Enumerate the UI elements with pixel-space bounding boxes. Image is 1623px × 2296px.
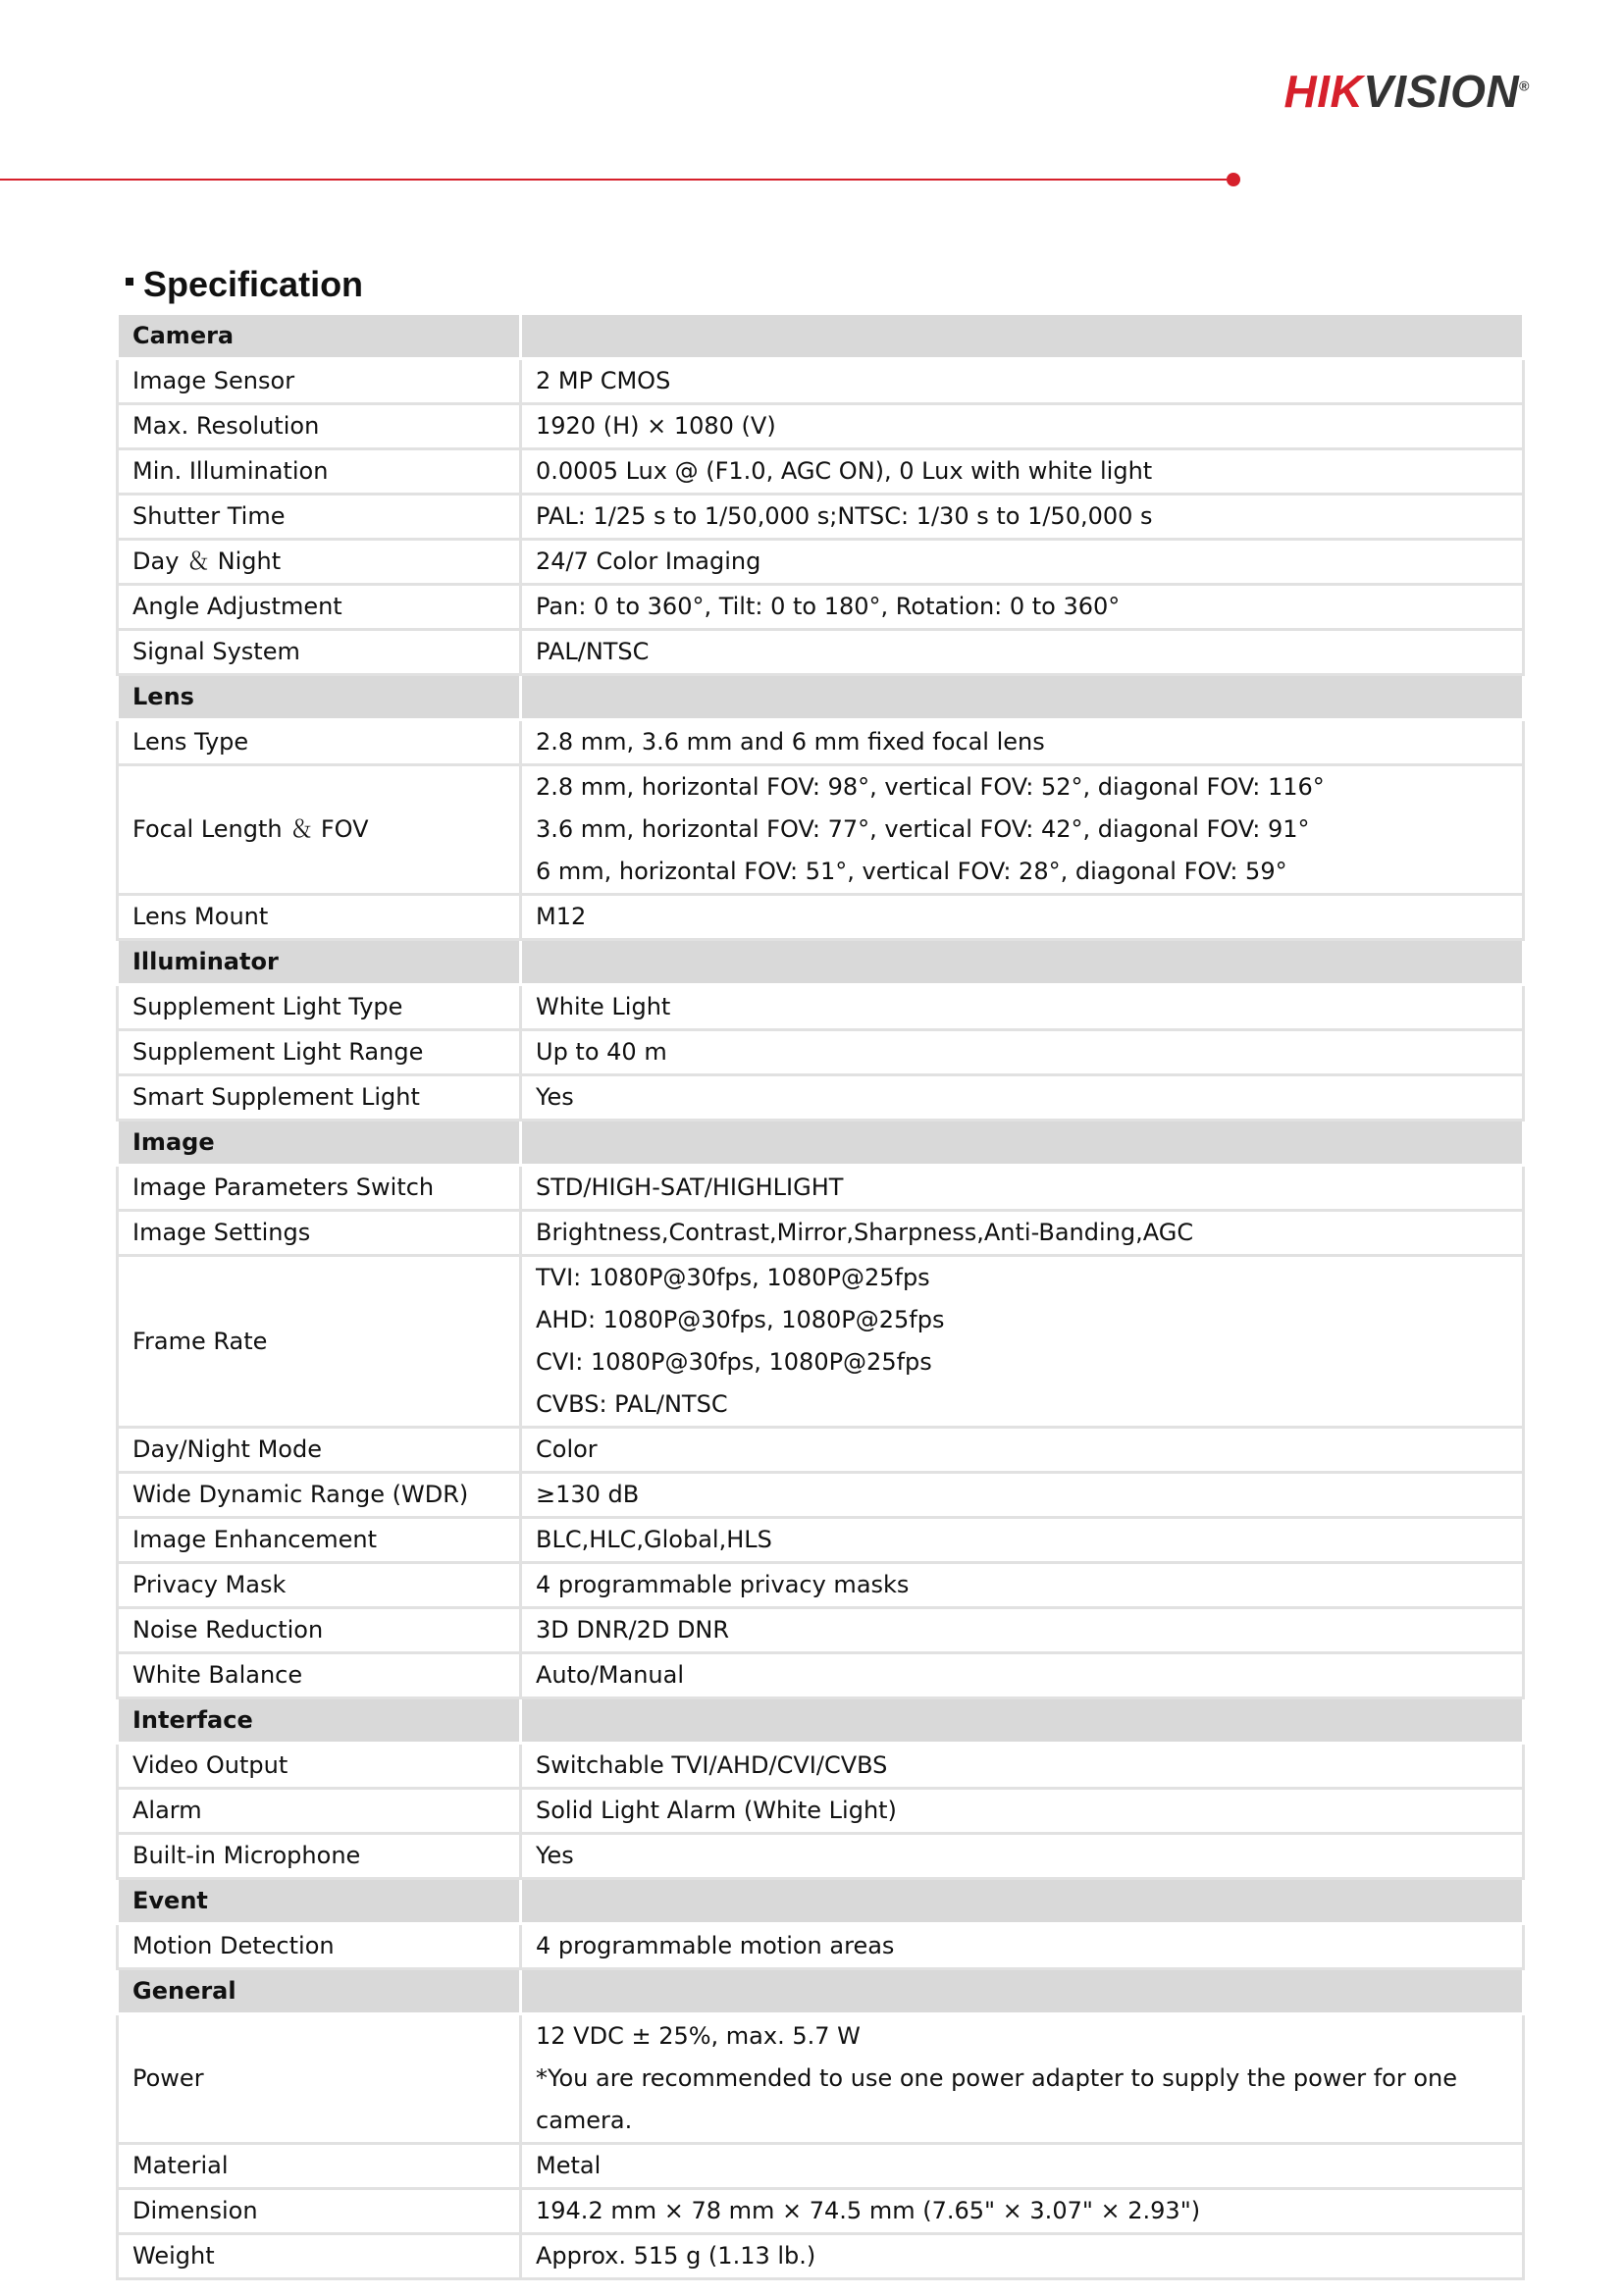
section-title: Camera	[118, 314, 521, 359]
spec-label: Noise Reduction	[118, 1608, 521, 1653]
spec-value-line: Yes	[536, 1083, 574, 1111]
spec-value-line: Color	[536, 1435, 598, 1463]
spec-row	[118, 1166, 1524, 1211]
spec-value-line: BLC,HLC,Global,HLS	[536, 1526, 772, 1553]
spec-label: Day/Night Mode	[118, 1428, 521, 1473]
spec-value-line: White Light	[536, 993, 671, 1020]
spec-label: Built-in Microphone	[118, 1834, 521, 1879]
spec-value	[521, 2144, 1524, 2189]
section-header-row	[118, 1969, 1524, 2014]
spec-label: Signal System	[118, 630, 521, 675]
spec-row	[118, 895, 1524, 940]
spec-row	[118, 495, 1524, 540]
spec-value	[521, 540, 1524, 585]
spec-label: Max. Resolution	[118, 404, 521, 449]
hikvision-logo	[1283, 66, 1531, 117]
spec-value-line: 24/7 Color Imaging	[536, 548, 761, 575]
spec-value	[521, 630, 1524, 675]
spec-value-line: camera.	[536, 2107, 633, 2134]
spec-label: Image Settings	[118, 1211, 521, 1256]
spec-label: White Balance	[118, 1653, 521, 1698]
spec-value	[521, 1473, 1524, 1518]
spec-value-line: 6 mm, horizontal FOV: 51°, vertical FOV: 28°, diagonal FOV: 59°	[536, 858, 1287, 885]
spec-value	[521, 449, 1524, 495]
spec-label: Video Output	[118, 1744, 521, 1789]
spec-row	[118, 2014, 1524, 2144]
spec-value	[521, 765, 1524, 895]
spec-label: Privacy Mask	[118, 1563, 521, 1608]
spec-label: Lens Type	[118, 720, 521, 765]
spec-value-line: TVI: 1080P@30fps, 1080P@25fps	[536, 1264, 930, 1291]
spec-label: Wide Dynamic Range (WDR)	[118, 1473, 521, 1518]
spec-label: Focal Length ＆ FOV	[118, 765, 521, 895]
spec-label: Angle Adjustment	[118, 585, 521, 630]
spec-label: Shutter Time	[118, 495, 521, 540]
spec-value-line: CVI: 1080P@30fps, 1080P@25fps	[536, 1348, 932, 1376]
spec-value	[521, 1075, 1524, 1121]
specification-table	[116, 312, 1525, 2280]
spec-value	[521, 1653, 1524, 1698]
logo-part2: VISION	[1363, 66, 1520, 117]
spec-value	[521, 2234, 1524, 2279]
spec-row	[118, 985, 1524, 1030]
spec-value-line: 1920 (H) × 1080 (V)	[536, 412, 776, 440]
spec-row	[118, 1653, 1524, 1698]
spec-label: Smart Supplement Light	[118, 1075, 521, 1121]
spec-value	[521, 1563, 1524, 1608]
spec-row	[118, 585, 1524, 630]
spec-row	[118, 404, 1524, 449]
spec-row	[118, 630, 1524, 675]
section-header-blank	[521, 1698, 1524, 1744]
spec-value-line: 3.6 mm, horizontal FOV: 77°, vertical FOV: 42°, diagonal FOV: 91°	[536, 815, 1310, 843]
section-header-blank	[521, 314, 1524, 359]
section-title: Lens	[118, 675, 521, 720]
section-title: General	[118, 1969, 521, 2014]
spec-label: Weight	[118, 2234, 521, 2279]
spec-row	[118, 1744, 1524, 1789]
spec-row	[118, 1211, 1524, 1256]
spec-value-line: Metal	[536, 2152, 602, 2179]
spec-label: Image Enhancement	[118, 1518, 521, 1563]
spec-value-line: Pan: 0 to 360°, Tilt: 0 to 180°, Rotation: 0 to 360°	[536, 593, 1121, 620]
spec-row	[118, 449, 1524, 495]
spec-value	[521, 1166, 1524, 1211]
spec-value	[521, 2014, 1524, 2144]
spec-value-line: 4 programmable privacy masks	[536, 1571, 910, 1598]
section-title: Event	[118, 1879, 521, 1924]
spec-value	[521, 2189, 1524, 2234]
spec-value	[521, 895, 1524, 940]
heading-bullet	[126, 278, 133, 286]
spec-value-line: ≥130 dB	[536, 1481, 640, 1508]
section-header-row	[118, 940, 1524, 985]
spec-value-line: 0.0005 Lux @ (F1.0, AGC ON), 0 Lux with white light	[536, 457, 1153, 485]
spec-value	[521, 985, 1524, 1030]
spec-row	[118, 2234, 1524, 2279]
spec-value-line: Up to 40 m	[536, 1038, 667, 1066]
spec-label: Dimension	[118, 2189, 521, 2234]
header-divider	[0, 179, 1227, 181]
spec-value-line: M12	[536, 903, 587, 930]
spec-value-line: Approx. 515 g (1.13 lb.)	[536, 2242, 816, 2270]
spec-value	[521, 1834, 1524, 1879]
spec-label: Frame Rate	[118, 1256, 521, 1428]
spec-value	[521, 495, 1524, 540]
spec-value	[521, 359, 1524, 404]
spec-value-line: Brightness,Contrast,Mirror,Sharpness,Anti-Banding,AGC	[536, 1219, 1194, 1246]
spec-value-line: Auto/Manual	[536, 1661, 685, 1689]
logo-part1: HIK	[1283, 66, 1364, 117]
spec-row	[118, 765, 1524, 895]
spec-value-line: 4 programmable motion areas	[536, 1932, 895, 1959]
spec-label: Power	[118, 2014, 521, 2144]
spec-row	[118, 1924, 1524, 1969]
spec-value-line: AHD: 1080P@30fps, 1080P@25fps	[536, 1306, 945, 1333]
spec-value-line: 2.8 mm, 3.6 mm and 6 mm fixed focal lens	[536, 728, 1045, 756]
heading-text: Specification	[143, 264, 364, 304]
spec-value	[521, 1744, 1524, 1789]
spec-value-line: 2 MP CMOS	[536, 367, 671, 394]
spec-value-line: *You are recommended to use one power adapter to supply the power for one	[536, 2064, 1458, 2092]
spec-label: Motion Detection	[118, 1924, 521, 1969]
section-header-blank	[521, 675, 1524, 720]
spec-value	[521, 1608, 1524, 1653]
spec-value-line: Switchable TVI/AHD/CVI/CVBS	[536, 1751, 888, 1779]
section-title: Illuminator	[118, 940, 521, 985]
spec-value-line: 194.2 mm × 78 mm × 74.5 mm (7.65" × 3.07" × 2.93")	[536, 2197, 1201, 2224]
spec-label: Image Sensor	[118, 359, 521, 404]
spec-value	[521, 1256, 1524, 1428]
section-header-row	[118, 1121, 1524, 1166]
spec-row	[118, 1518, 1524, 1563]
spec-label: Material	[118, 2144, 521, 2189]
section-header-row	[118, 675, 1524, 720]
spec-value-line: CVBS: PAL/NTSC	[536, 1390, 728, 1418]
spec-row	[118, 1075, 1524, 1121]
section-header-row	[118, 314, 1524, 359]
spec-row	[118, 2144, 1524, 2189]
spec-label: Min. Illumination	[118, 449, 521, 495]
spec-value	[521, 1030, 1524, 1075]
header-divider-dot	[1227, 173, 1240, 186]
spec-label: Alarm	[118, 1789, 521, 1834]
section-header-blank	[521, 1969, 1524, 2014]
spec-row	[118, 2189, 1524, 2234]
spec-value	[521, 1428, 1524, 1473]
spec-value	[521, 720, 1524, 765]
spec-row	[118, 1473, 1524, 1518]
section-header-blank	[521, 940, 1524, 985]
spec-label: Day ＆ Night	[118, 540, 521, 585]
spec-value-line: 2.8 mm, horizontal FOV: 98°, vertical FOV: 52°, diagonal FOV: 116°	[536, 773, 1325, 801]
section-title: Interface	[118, 1698, 521, 1744]
spec-value-line: Solid Light Alarm (White Light)	[536, 1797, 897, 1824]
section-header-row	[118, 1879, 1524, 1924]
section-header-blank	[521, 1879, 1524, 1924]
spec-value	[521, 1924, 1524, 1969]
spec-label: Lens Mount	[118, 895, 521, 940]
spec-value	[521, 1789, 1524, 1834]
spec-row	[118, 540, 1524, 585]
section-header-row	[118, 1698, 1524, 1744]
spec-value-line: Yes	[536, 1842, 574, 1869]
spec-row	[118, 1834, 1524, 1879]
spec-value-line: PAL/NTSC	[536, 638, 650, 665]
spec-value	[521, 1211, 1524, 1256]
spec-row	[118, 359, 1524, 404]
spec-row	[118, 1428, 1524, 1473]
spec-value-line: 12 VDC ± 25%, max. 5.7 W	[536, 2022, 861, 2050]
section-header-blank	[521, 1121, 1524, 1166]
spec-value	[521, 1518, 1524, 1563]
spec-label: Image Parameters Switch	[118, 1166, 521, 1211]
registered-mark: ®	[1519, 78, 1530, 94]
spec-label: Supplement Light Type	[118, 985, 521, 1030]
section-title: Image	[118, 1121, 521, 1166]
spec-row	[118, 720, 1524, 765]
page-heading	[126, 264, 364, 304]
spec-row	[118, 1608, 1524, 1653]
spec-value-line: PAL: 1/25 s to 1/50,000 s;NTSC: 1/30 s to 1/50,000 s	[536, 502, 1153, 530]
spec-value	[521, 404, 1524, 449]
spec-row	[118, 1256, 1524, 1428]
spec-row	[118, 1563, 1524, 1608]
spec-value	[521, 585, 1524, 630]
spec-label: Supplement Light Range	[118, 1030, 521, 1075]
spec-row	[118, 1030, 1524, 1075]
spec-row	[118, 1789, 1524, 1834]
spec-value-line: STD/HIGH-SAT/HIGHLIGHT	[536, 1174, 844, 1201]
spec-value-line: 3D DNR/2D DNR	[536, 1616, 730, 1644]
